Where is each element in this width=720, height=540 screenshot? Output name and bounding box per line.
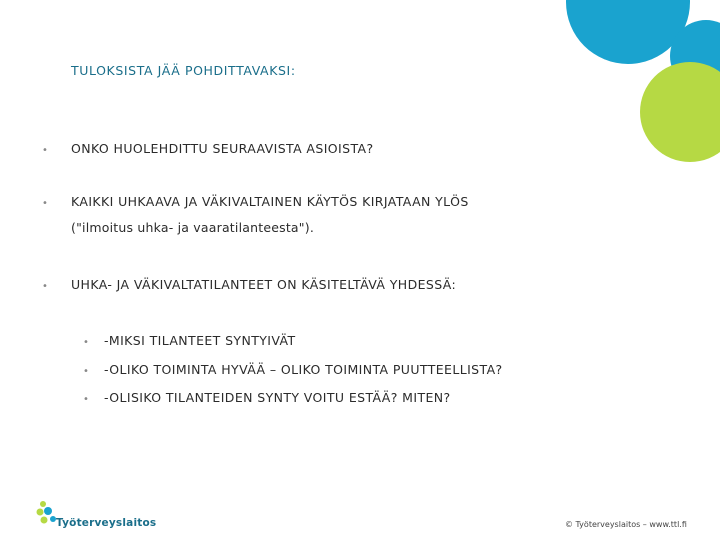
bullet-1: •	[42, 145, 48, 156]
bullet-3: •	[42, 281, 48, 292]
subitem-1-text: -MIKSI TILANTEET SYNTYIVÄT	[104, 333, 296, 348]
item-2-continuation: ("ilmoitus uhka- ja vaaratilanteesta").	[71, 220, 314, 235]
subitem-3-text: -OLISIKO TILANTEIDEN SYNTY VOITU ESTÄÄ? MITEN?	[104, 390, 451, 405]
subbullet-3: •	[83, 394, 89, 405]
logo-text: Työterveyslaitos	[56, 517, 157, 529]
slide-title: TULOKSISTA JÄÄ POHDITTAVAKSI:	[71, 63, 296, 78]
subitem-2-text: -OLIKO TOIMINTA HYVÄÄ – OLIKO TOIMINTA PUUTTEELLISTA?	[104, 362, 503, 377]
bullet-2: •	[42, 198, 48, 209]
item-1-text: ONKO HUOLEHDITTU SEURAAVISTA ASIOISTA?	[71, 141, 374, 156]
subbullet-2: •	[83, 366, 89, 377]
subbullet-1: •	[83, 337, 89, 348]
item-2-text: KAIKKI UHKAAVA JA VÄKIVALTAINEN KÄYTÖS KIRJATAAN YLÖS	[71, 194, 469, 209]
green-circle	[640, 62, 720, 162]
item-3-text: UHKA- JA VÄKIVALTATILANTEET ON KÄSITELTÄVÄ YHDESSÄ:	[71, 277, 457, 292]
footer-copyright: © Työterveyslaitos – www.ttl.fi	[565, 520, 687, 529]
